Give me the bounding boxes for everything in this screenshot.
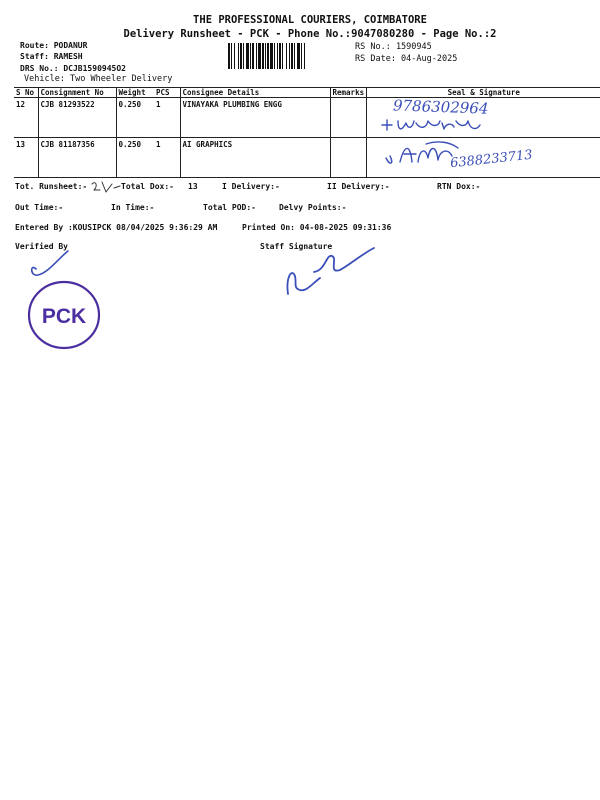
out-time-label: Out Time:- bbox=[15, 203, 64, 212]
cell-consignment: CJB 81293522 bbox=[38, 98, 116, 138]
entered-by: Entered By :KOUSIPCK 08/04/2025 9:36:29 AM bbox=[15, 223, 218, 232]
verified-tick-mark bbox=[22, 247, 72, 281]
table-row bbox=[14, 98, 600, 138]
cell-consignment: CJB 81187356 bbox=[38, 138, 116, 178]
cell-remarks bbox=[330, 138, 366, 178]
receiver-signature-2 bbox=[382, 138, 462, 172]
delvy-points-label: Delvy Points:- bbox=[279, 203, 347, 212]
cell-pcs: 1 bbox=[154, 98, 180, 138]
total-pod-label: Total POD:- bbox=[203, 203, 256, 212]
ii-delivery-label: II Delivery:- bbox=[327, 182, 390, 191]
total-dox-label: Total Dox:- bbox=[121, 182, 174, 191]
verified-by-label: Verified By bbox=[15, 242, 68, 251]
route-label: Route: PODANUR bbox=[20, 41, 88, 50]
rtn-dox-label: RTN Dox:- bbox=[437, 182, 481, 191]
col-seal-signature: Seal & Signature bbox=[366, 88, 600, 98]
cell-sno: 13 bbox=[14, 138, 38, 178]
in-time-label: In Time:- bbox=[111, 203, 155, 212]
col-sno: S No bbox=[14, 88, 38, 98]
vehicle-label: Vehicle: Two Wheeler Delivery bbox=[24, 74, 173, 84]
barcode bbox=[228, 43, 350, 69]
drs-number: DRS No.: DCJB1590945O2 bbox=[20, 64, 126, 73]
staff-signature bbox=[282, 244, 382, 300]
i-delivery-label: I Delivery:- bbox=[222, 182, 280, 191]
tot-runsheet-scribble bbox=[90, 180, 122, 194]
staff-label: Staff: RAMESH bbox=[20, 52, 83, 61]
cell-remarks bbox=[330, 98, 366, 138]
col-pcs: PCS bbox=[154, 88, 180, 98]
rs-date: RS Date: 04-Aug-2025 bbox=[355, 54, 458, 64]
pck-stamp bbox=[26, 279, 102, 351]
handwritten-phone-2: 6388233713 bbox=[449, 147, 534, 172]
col-consignee: Consignee Details bbox=[180, 88, 330, 98]
stamp-text: PCK bbox=[41, 305, 87, 328]
handwritten-phone-1: 9786302964 bbox=[392, 96, 489, 118]
rs-number: RS No.: 1590945 bbox=[355, 42, 432, 52]
cell-pcs: 1 bbox=[154, 138, 180, 178]
cell-consignee: VINAYAKA PLUMBING ENGG bbox=[180, 98, 330, 138]
cell-weight: 0.250 bbox=[116, 138, 154, 178]
total-dox-value: 13 bbox=[188, 182, 198, 191]
receiver-signature-1 bbox=[380, 115, 490, 137]
printed-on: Printed On: 04-08-2025 09:31:36 bbox=[242, 223, 392, 232]
col-weight: Weight bbox=[116, 88, 154, 98]
tot-runsheet-label: Tot. Runsheet:- bbox=[15, 182, 88, 191]
table-header-row bbox=[14, 88, 600, 98]
company-title: THE PROFESSIONAL COURIERS, COIMBATORE bbox=[193, 14, 427, 26]
staff-signature-label: Staff Signature bbox=[260, 242, 333, 251]
cell-consignee: AI GRAPHICS bbox=[180, 138, 330, 178]
runsheet-subtitle: Delivery Runsheet - PCK - Phone No.:9047080280 - Page No.:2 bbox=[123, 28, 497, 40]
cell-sno: 12 bbox=[14, 98, 38, 138]
col-consignment: Consignment No bbox=[38, 88, 116, 98]
cell-weight: 0.250 bbox=[116, 98, 154, 138]
col-remarks: Remarks bbox=[330, 88, 366, 98]
